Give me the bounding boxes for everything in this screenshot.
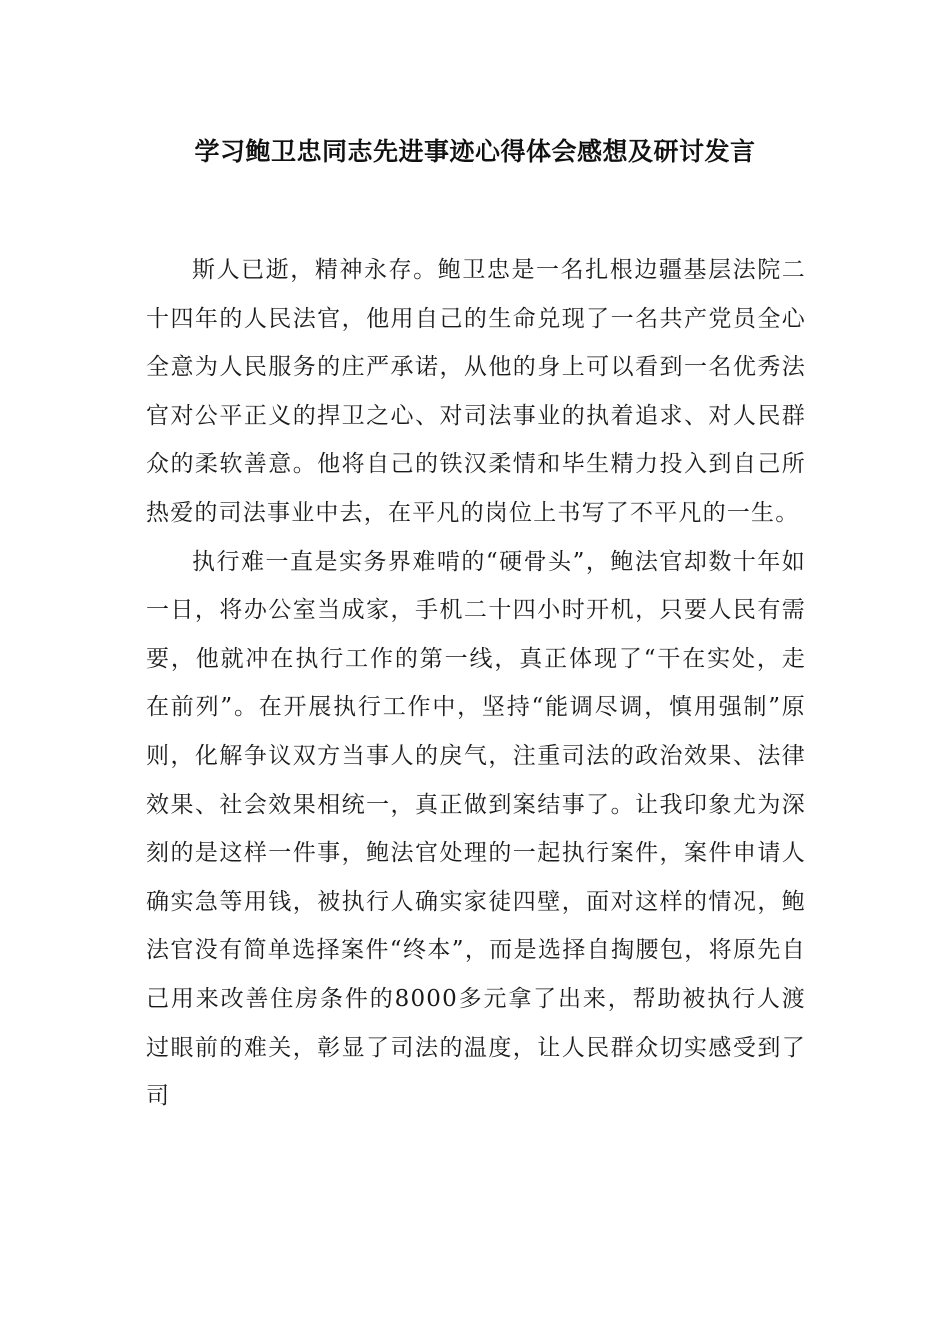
document-body (146, 246, 806, 1121)
document-title: 学习鲍卫忠同志先进事迹心得体会感想及研讨发言 (194, 137, 756, 166)
paragraph: 斯人已逝，精神永存。鲍卫忠是一名扎根边疆基层法院二十四年的人民法官，他用自己的生命兑现了一名共产党员全心全意为人民服务的庄严承诺，从他的身上可以看到一名优秀法官对公平正义的捍卫之心、对司法事业的执着追求、对人民群众的柔软善意。他将自己的铁汉柔情和毕生精力投入到自己所热爱的司法事业中去，在平凡的岗位上书写了不平凡的一生。 (146, 257, 806, 526)
paragraph: 执行难一直是实务界难啃的“硬骨头”，鲍法官却数十年如一日，将办公室当成家，手机二十四小时开机，只要人民有需要，他就冲在执行工作的第一线，真正体现了“干在实处，走在前列”。在开展执行工作中，坚持“能调尽调，慎用强制”原则，化解争议双方当事人的戾气，注重司法的政治效果、法律效果、社会效果相统一，真正做到案结事了。让我印象尤为深刻的是这样一件事，鲍法官处理的一起执行案件，案件申请人确实急等用钱，被执行人确实家徒四壁，面对这样的情况，鲍法官没有简单选择案件“终本”，而是选择自掏腰包，将原先自己用来改善住房条件的8000多元拿了出来，帮助被执行人渡过眼前的难关，彰显了司法的温度，让人民群众切实感受到了司 (146, 548, 806, 1110)
